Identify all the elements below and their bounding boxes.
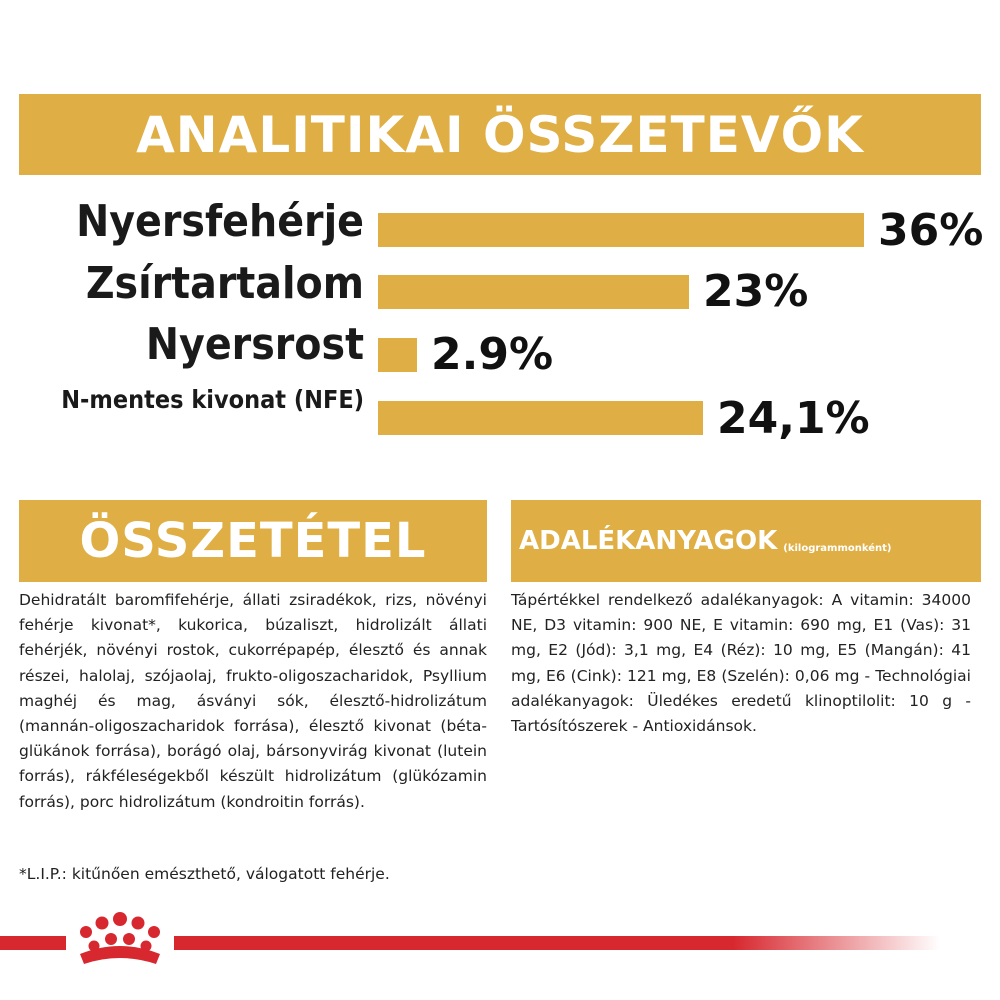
nutrient-bar-nfe (378, 401, 703, 435)
nutrient-value-fiber: 2.9% (431, 329, 554, 380)
nutrient-label-fiber: Nyersrost (145, 319, 364, 370)
crown-logo-icon (66, 912, 174, 974)
additives-title: ADALÉKANYAGOK (519, 526, 778, 556)
nutrient-bar-protein (378, 213, 864, 247)
analytical-components-title: ANALITIKAI ÖSSZETEVŐK (136, 105, 864, 164)
nutrient-bar-fiber (378, 338, 417, 372)
nutrient-value-fat: 23% (703, 266, 809, 317)
nutrient-label-fat: Zsírtartalom (85, 258, 364, 309)
composition-text: Dehidratált baromfifehérje, állati zsiradékok, rizs, növényi fehérje kivonat*, kukorica, búzaliszt, hidrolizált állati fehérjék, növényi rostok, cukorrépapép, élesztő és annak részei, halolaj, szójaolaj, frukto-oligoszacharidok, Psyllium maghéj és mag, ásványi sók, élesztő-hidrolizátum (mannán-oligoszacharidok forrása), élesztő kivonat (béta-glükánok forrása), borágó olaj, bársonyvirág kivonat (lutein forrás), rákféleségekből készült hidrolizátum (glükózamin forrás), porc hidrolizátum (kondroitin forrás). (19, 591, 487, 811)
additives-text: Tápértékkel rendelkező adalékanyagok: A vitamin: 34000 NE, D3 vitamin: 900 NE, E vitamin: 690 mg, E1 (Vas): 31 mg, E2 (Jód): 3,1 mg, E4 (Réz): 10 mg, E5 (Mangán): 41 mg, E6 (Cink): 121 mg, E8 (Szelén): 0,06 mg - Technológiai adalékanyagok: Üledékes eredetű klinoptilolit: 10 g - Tartósítószerek - Antioxidánsok. (511, 591, 971, 736)
composition-header (19, 500, 487, 582)
nutrient-value-nfe: 24,1% (717, 393, 870, 444)
additives-header (511, 500, 981, 582)
nutrient-label-protein: Nyersfehérje (76, 196, 364, 247)
additives-subtitle: (kilogrammonként) (783, 542, 892, 554)
nutrient-chart (0, 0, 1000, 470)
nutrient-bar-fat (378, 275, 689, 309)
composition-footnote: *L.I.P.: kitűnően emészthető, válogatott fehérje. (19, 865, 390, 883)
composition-title: ÖSSZETÉTEL (79, 513, 427, 569)
nutrient-label-nfe: N-mentes kivonat (NFE) (61, 385, 364, 414)
nutrient-value-protein: 36% (878, 205, 984, 256)
